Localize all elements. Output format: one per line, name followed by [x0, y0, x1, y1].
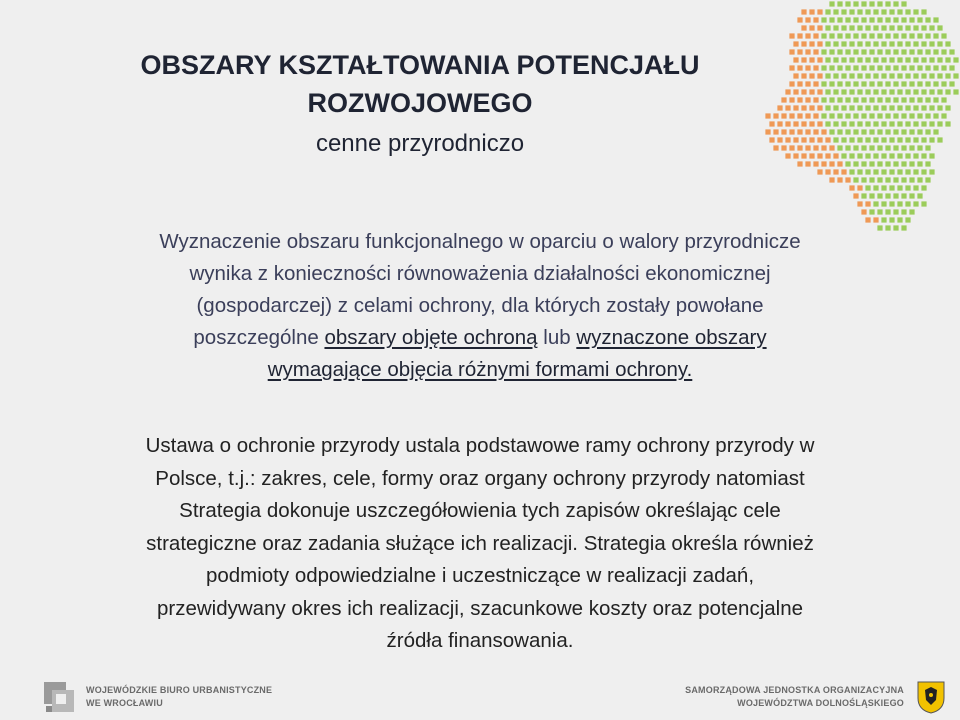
paragraph-1-line — [70, 354, 890, 386]
paragraph-2 — [60, 430, 900, 658]
wbu-logo-icon — [42, 680, 76, 714]
coat-of-arms-icon — [916, 680, 946, 714]
paragraph-1 — [70, 226, 890, 386]
paragraph-2-line: Ustawa o ochronie przyrody ustala podstawowe ramy ochrony przyrody w — [145, 434, 815, 457]
title-line-1: OBSZARY KSZTAŁTOWANIA POTENCJAŁU — [140, 50, 700, 80]
paragraph-2-line: przewidywany okres ich realizacji, szacunkowe koszty oraz potencjalne — [156, 596, 804, 620]
paragraph-2-line: strategiczne oraz zadania służące ich realizacji. Strategia określa również — [146, 531, 814, 555]
paragraph-1-line — [70, 322, 890, 354]
paragraph-2-line: podmioty odpowiedzialne i uczestniczące w realizacji zadań, — [205, 564, 755, 587]
lower-silesia-map-graphic — [700, 0, 960, 240]
footer — [0, 672, 960, 720]
paragraph-2-line: Strategia dokonuje uszczegółowienia tych zapisów określając cele — [179, 499, 781, 522]
paragraph-2-line: Polsce, t.j.: zakres, cele, formy oraz organy ochrony przyrody natomiast — [155, 466, 805, 490]
footer-right — [685, 680, 946, 714]
paragraph-1-line: (gospodarczej) z celami ochrony, dla których zostały powołane — [196, 294, 764, 317]
link-protected-areas[interactable]: obszary objęte ochroną — [324, 326, 538, 349]
paragraph-1-text: lub — [537, 326, 577, 349]
link-designated-areas[interactable]: wyznaczone obszary — [576, 326, 767, 349]
link-designated-areas-cont[interactable]: wymagające objęcia różnymi formami ochrony. — [267, 358, 693, 381]
footer-left-line-1: WOJEWÓDZKIE BIURO URBANISTYCZNE — [86, 685, 273, 695]
paragraph-1-line: wynika z konieczności równoważenia działalności ekonomicznej — [189, 262, 771, 285]
paragraph-1-text: poszczególne — [193, 326, 325, 349]
footer-left — [42, 680, 272, 714]
footer-right-line-1: SAMORZĄDOWA JEDNOSTKA ORGANIZACYJNA — [685, 685, 904, 695]
footer-left-text — [86, 684, 272, 710]
footer-left-line-2: WE WROCŁAWIU — [86, 698, 163, 708]
footer-right-line-2: WOJEWÓDZTWA DOLNOŚLĄSKIEGO — [737, 698, 904, 708]
footer-right-text — [685, 684, 904, 710]
title-subtitle: cenne przyrodniczo — [315, 130, 525, 157]
title-line-2: ROZWOJOWEGO — [307, 88, 533, 118]
paragraph-1-line: Wyznaczenie obszaru funkcjonalnego w oparciu o walory przyrodnicze — [159, 230, 801, 253]
slide-title — [110, 46, 730, 164]
paragraph-2-line: źródła finansowania. — [386, 629, 574, 652]
